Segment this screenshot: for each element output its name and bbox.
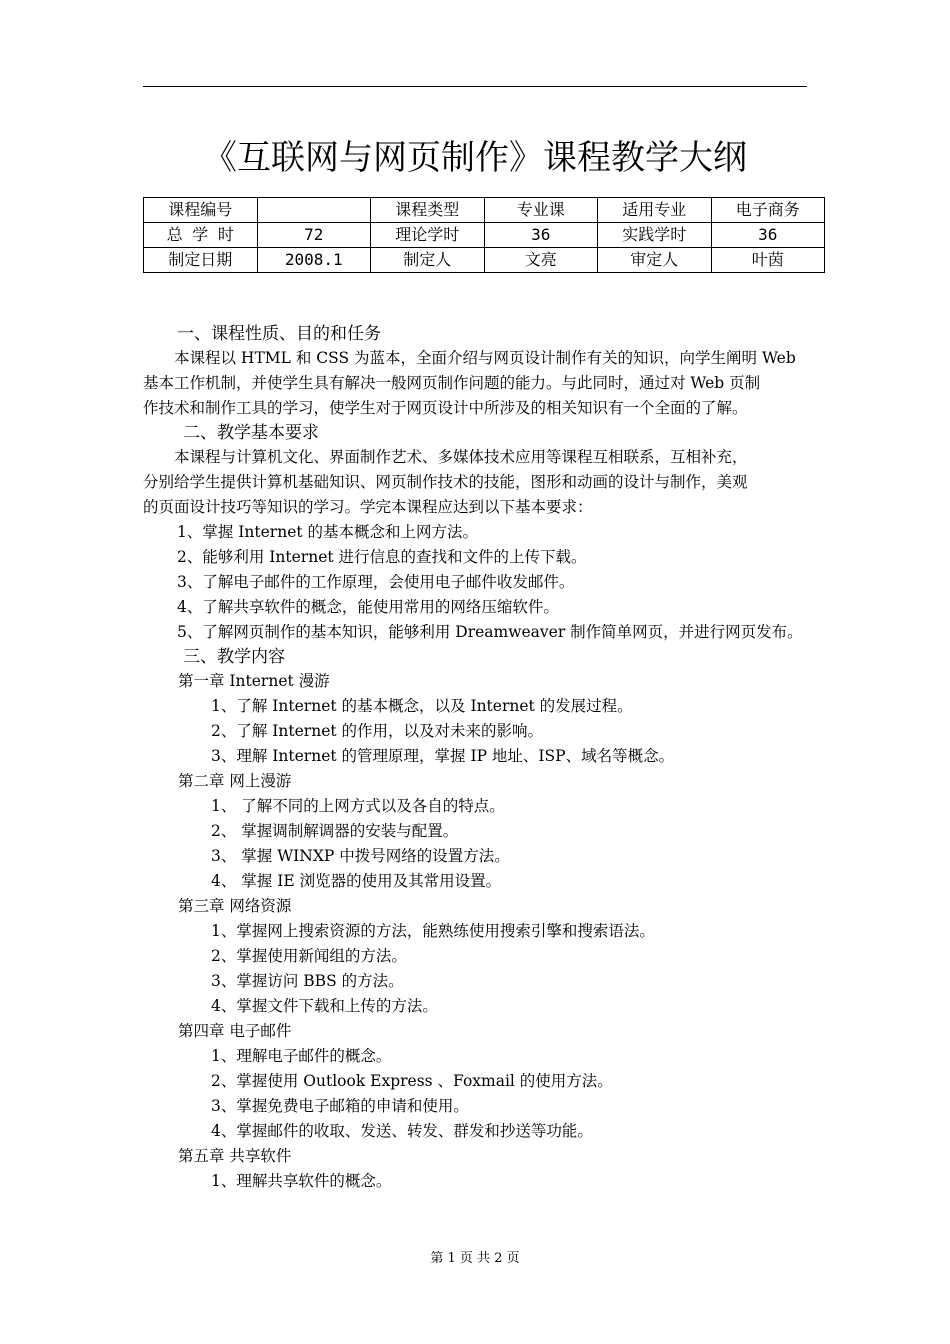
table-cell: 课程类型 [371,198,485,223]
table-cell: 文亮 [484,248,598,273]
list-item: 3、了解电子邮件的工作原理，会使用电子邮件收发邮件。 [177,573,575,591]
list-item: 3、掌握免费电子邮箱的申请和使用。 [211,1097,469,1115]
page-footer: 第 1 页 共 2 页 [430,1251,520,1266]
paragraph-line: 本课程以 HTML 和 CSS 为蓝本，全面介绍与网页设计制作有关的知识，向学生阐明 Web [143,349,796,367]
chapter-title: 第三章 网络资源 [178,897,292,915]
list-item: 4、掌握邮件的收取、发送、转发、群发和抄送等功能。 [211,1122,593,1140]
list-item: 2、掌握使用新闻组的方法。 [211,947,407,965]
table-cell: 适用专业 [598,198,712,223]
section-heading: 三、教学内容 [183,647,285,667]
paragraph-line: 的页面设计技巧等知识的学习。学完本课程应达到以下基本要求： [143,498,593,516]
section-heading: 二、教学基本要求 [183,423,319,443]
table-cell: 叶茵 [711,248,825,273]
list-item: 4、 掌握 IE 浏览器的使用及其常用设置。 [211,872,502,890]
list-item: 2、能够利用 Internet 进行信息的查找和文件的上传下载。 [177,548,587,566]
chapter-title: 第五章 共享软件 [178,1147,292,1165]
table-cell: 制定日期 [144,248,258,273]
list-item: 2、 掌握调制解调器的安装与配置。 [211,822,459,840]
list-item: 1、理解共享软件的概念。 [211,1172,392,1190]
list-item: 1、掌握 Internet 的基本概念和上网方法。 [177,523,479,541]
list-item: 2、了解 Internet 的作用，以及对未来的影响。 [211,722,544,740]
table-row [144,248,825,273]
table-cell: 制定人 [371,248,485,273]
list-item: 3、理解 Internet 的管理原理，掌握 IP 地址、ISP、域名等概念。 [211,747,675,765]
document-title: 《互联网与网页制作》课程教学大纲 [203,138,747,178]
table-cell: 36 [484,223,598,248]
course-info-table [143,197,825,273]
table-cell: 审定人 [598,248,712,273]
list-item: 1、了解 Internet 的基本概念，以及 Internet 的发展过程。 [211,697,633,715]
list-item: 4、掌握文件下载和上传的方法。 [211,997,438,1015]
table-cell: 专业课 [484,198,598,223]
table-cell: 36 [711,223,825,248]
list-item: 3、 掌握 WINXP 中拨号网络的设置方法。 [211,847,510,865]
list-item: 2、掌握使用 Outlook Express 、Foxmail 的使用方法。 [211,1072,613,1090]
paragraph-line: 作技术和制作工具的学习，使学生对于网页设计中所涉及的相关知识有一个全面的了解。 [143,399,748,417]
section-heading: 一、课程性质、目的和任务 [177,324,381,344]
table-cell: 课程编号 [144,198,258,223]
list-item: 1、 了解不同的上网方式以及各自的特点。 [211,797,505,815]
table-cell: 总 学 时 [144,223,258,248]
list-item: 1、理解电子邮件的概念。 [211,1047,392,1065]
table-cell: 2008.1 [257,248,371,273]
chapter-title: 第一章 Internet 漫游 [178,672,330,690]
document-body [143,322,825,1194]
list-item: 5、了解网页制作的基本知识，能够利用 Dreamweaver 制作简单网页，并进行网页发布。 [177,623,803,641]
list-item: 4、了解共享软件的概念，能使用常用的网络压缩软件。 [177,598,559,616]
paragraph-line: 分别给学生提供计算机基础知识、网页制作技术的技能，图形和动画的设计与制作，美观 [143,473,748,491]
list-item: 1、掌握网上搜索资源的方法，能熟练使用搜索引擎和搜索语法。 [211,922,655,940]
table-cell: 电子商务 [711,198,825,223]
table-cell [257,198,371,223]
table-row [144,198,825,223]
chapter-title: 第四章 电子邮件 [178,1022,292,1040]
list-item: 3、掌握访问 BBS 的方法。 [211,972,404,990]
table-cell: 实践学时 [598,223,712,248]
paragraph-line: 本课程与计算机文化、界面制作艺术、多媒体技术应用等课程互相联系，互相补充， [143,448,748,466]
header-rule [143,86,807,87]
table-cell: 理论学时 [371,223,485,248]
chapter-title: 第二章 网上漫游 [178,772,292,790]
table-row [144,223,825,248]
table-cell: 72 [257,223,371,248]
paragraph-line: 基本工作机制，并使学生具有解决一般网页制作问题的能力。与此同时，通过对 Web 页制 [143,374,761,392]
